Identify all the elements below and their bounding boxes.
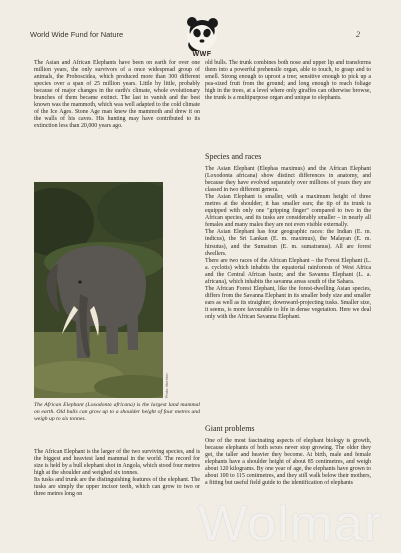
- paragraph: The African Forest Elephant, like the forest-dwelling Asian species, differs from the Savanna Elephant in its smaller body size and smaller ears as well as its straighter, downward-projecting tusks. Smaller size, it seems, is more favourable to life in dense vegetation. Here we deal only with the African Savanna Elephant.: [205, 285, 371, 320]
- photo-credit: Photo: Moreton: [165, 373, 169, 398]
- intro-column: [34, 60, 200, 130]
- species-section: [205, 166, 371, 321]
- paragraph: The Asian Elephant is smaller, with a maximum height of three metres at the shoulder; it has smaller ears; the tip of its trunk is equipped with only one "gripping finger" compared to two in the African species, and its tusks are considerably smaller – in nearly all females and many males they are not even visible externally.: [205, 194, 371, 229]
- paragraph: The Asian Elephant has four geographic races: the Indian (E. m. indicus), the Sri Lankan (E. m. maximus), the Malayan (E. m. hirsutus), and the Sumatran (E. m. sumatranus). All are forest dwellers.: [205, 229, 371, 257]
- section-heading-giant-problems: Giant problems: [205, 424, 255, 433]
- paragraph: The Asian and African Elephants have been on earth for over one million years, the only survivors of a once widespread group of animals, the Proboscidea, which produced more than 300 different species over a span of 25 million years. Little by little, probably because of major changes in the earth's climate, whole evolutionary branches of them became extinct. The last to vanish and the best known was the mammoth, which was well adapted to the cold climate of the Ice Ages. Stone Age man knew the mammoth and drew it on the walls of his caves. His hunting may have contributed to its extinction less than 20,000 years ago.: [34, 60, 200, 130]
- page-header: [0, 0, 401, 58]
- photo-caption: The African Elephant (Loxodonta africana) is the largest land mammal on earth. Old bulls can grow up to a shoulder height of four metres and weigh up to six tonnes.: [34, 402, 200, 422]
- panda-logo-icon: [182, 12, 222, 52]
- african-elephant-column: [34, 449, 200, 498]
- paragraph: One of the most fascinating aspects of elephant biology is growth, because elephants of both sexes never stop growing. The older they get, the taller and heavier they become. At birth, male and female elephants have a shoulder height of about 85 centimetres, and weigh about 120 kilograms. By one year of age, the elephants have grown to about 100 to 115 centimetres, and they still walk below their mothers, a fitting but useful field guide to the identification of elephants: [205, 438, 371, 487]
- section-heading-species: Species and races: [205, 152, 262, 161]
- paragraph: The Asian Elephant (Elephas maximus) and the African Elephant (Loxodonta africana) show distinct differences in anatomy, and because they have evolved separately over millions of years they are classed in two different genera.: [205, 166, 371, 194]
- organization-name: World Wide Fund for Nature: [30, 30, 124, 39]
- elephant-photo: [34, 182, 163, 398]
- paragraph: The African Elephant is the larger of the two surviving species, and is the biggest and heaviest land mammal in the world. The record for size is held by a bull elephant shot in Angola, which stood four metres high at the shoulder and weighed six tonnes.: [34, 449, 200, 477]
- paragraph: old bulls. The trunk combines both nose and upper lip and transforms them into a powerful prehensile organ, able to touch, to grasp and to smell. Strong enough to uproot a tree; sensitive enough to pick up a pea-sized fruit from the ground; and long enough to reach foliage high in the trees, at a level where only giraffes can otherwise browse, the trunk is a multipurpose organ and unique to elephants.: [205, 60, 371, 102]
- trunk-column: [205, 60, 371, 102]
- giant-problems-section: [205, 438, 371, 487]
- page-number: 2: [356, 30, 360, 39]
- paragraph: Its tusks and trunk are the distinguishing features of the elephant. The tusks are simply the upper incisor teeth, which can grow to two or three metres long on: [34, 477, 200, 498]
- logo-text: WWF: [192, 51, 212, 58]
- watermark: Wolmar: [198, 496, 383, 552]
- paragraph: There are two races of the African Elephant – the Forest Elephant (L. a. cyclotis) which inhabits the equatorial rainforests of West Africa and the Central African basin; and the Savanna Elephant (L. a. africana), which inhabits the savanna areas south of the Sahara.: [205, 257, 371, 285]
- elephant-illustration-icon: [34, 182, 163, 398]
